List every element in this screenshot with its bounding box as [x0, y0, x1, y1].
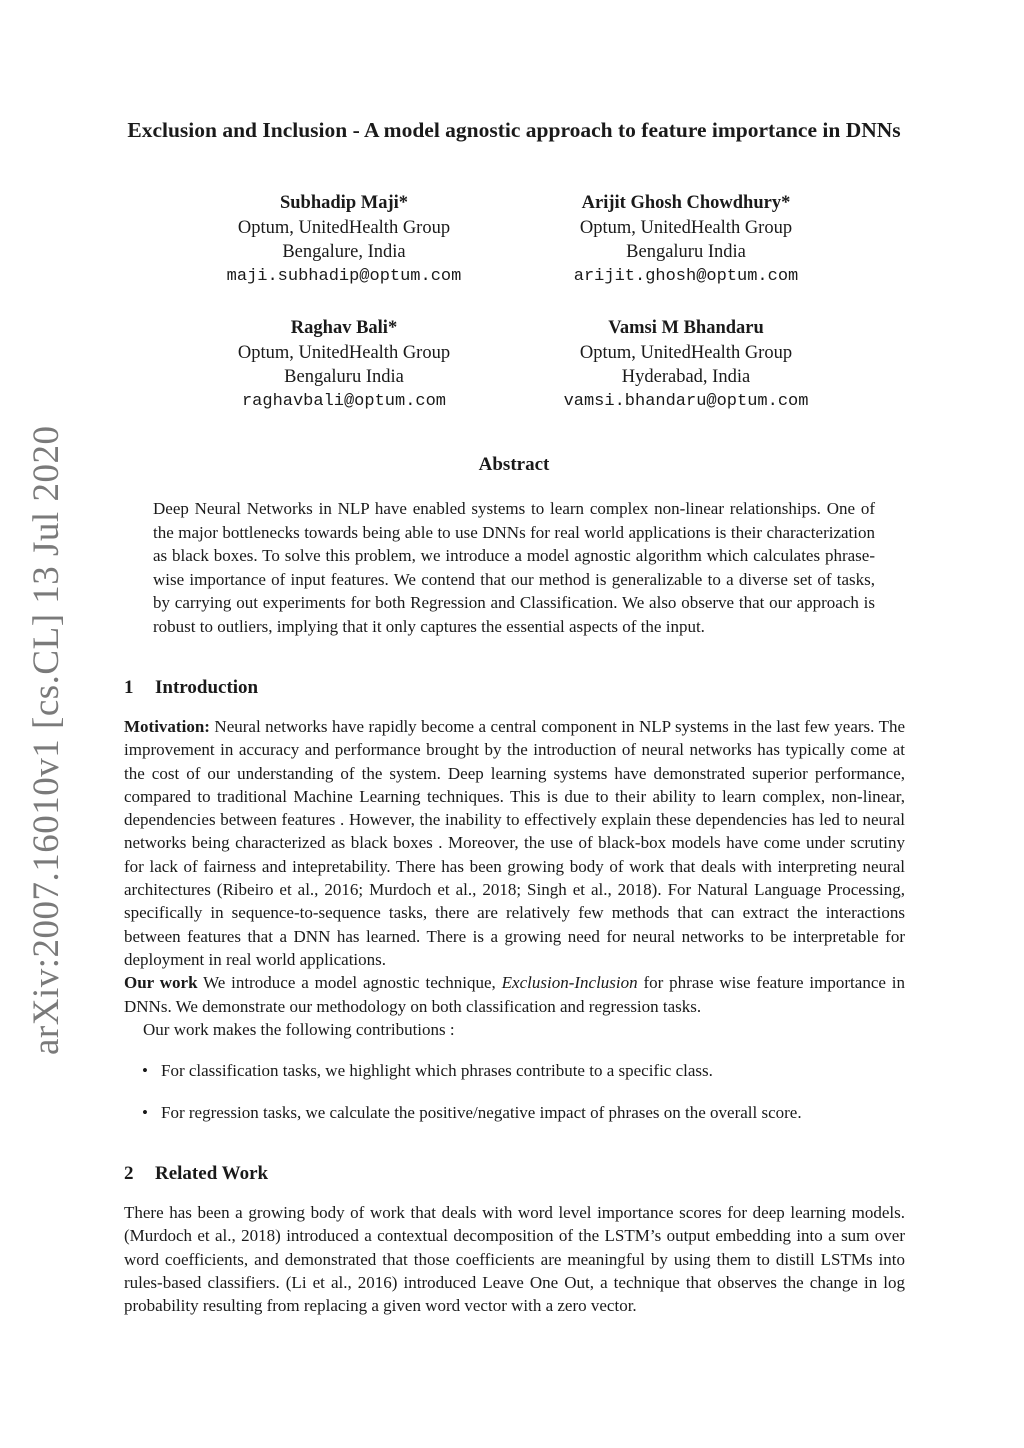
- author-name: Subhadip Maji*: [279, 193, 408, 213]
- bullet-icon: •: [142, 1061, 148, 1081]
- motivation-paragraph: [124, 715, 905, 971]
- list-item: [124, 1059, 905, 1082]
- contributions-list: [124, 1059, 905, 1125]
- author-affiliation: Optum, UnitedHealth Group: [579, 217, 793, 238]
- our-work-text: We introduce a model agnostic technique,: [197, 973, 502, 993]
- section-number: 1: [124, 677, 134, 698]
- author-block: [526, 191, 846, 289]
- list-item-text: For classification tasks, we highlight which phrases contribute to a specific class.: [161, 1061, 713, 1081]
- author-location: Bengaluru India: [284, 367, 404, 387]
- author-block: [184, 191, 504, 289]
- section-number: 2: [124, 1163, 134, 1184]
- related-work-paragraph: There has been a growing body of work that deals with word level importance scores for deep learning models. (Murdoch et al., 2018) introduced a contextual decomposition of the LSTM’s output embedding into a sum over word coefficients, and demonstrated that those coefficients are meaningful by using them to distill LSTMs into rules-based classifiers. (Li et al., 2016) introduced Leave One Out, a technique that observes the change in log probability resulting from replacing a given word vector with a zero vector.: [124, 1203, 905, 1316]
- author-block: [526, 316, 846, 414]
- author-email: arijit.ghosh@optum.com: [573, 266, 799, 286]
- section-heading-related-work: [124, 1163, 268, 1185]
- author-location: Bengaluru India: [626, 242, 746, 262]
- list-item-text: For regression tasks, we calculate the positive/negative impact of phrases on the overall score.: [161, 1103, 802, 1123]
- author-email: raghavbali@optum.com: [241, 391, 447, 411]
- author-affiliation: Optum, UnitedHealth Group: [237, 342, 451, 363]
- author-block: [184, 316, 504, 414]
- author-email: vamsi.bhandaru@optum.com: [563, 391, 809, 411]
- list-item: [124, 1101, 905, 1124]
- related-work-body: [124, 1201, 905, 1317]
- author-location: Hyderabad, India: [621, 367, 751, 387]
- arxiv-identifier: arXiv:2007.16010v1 [cs.CL] 13 Jul 2020: [26, 425, 67, 1055]
- author-location: Bengalure, India: [282, 242, 406, 262]
- contributions-intro: Our work makes the following contributions :: [143, 1019, 455, 1039]
- abstract-text: Deep Neural Networks in NLP have enabled systems to learn complex non-linear relationships. One of the major bottlenecks towards being able to use DNNs for real world applications is their characterization as black boxes. To solve this problem, we introduce a model agnostic algorithm which calculates phrase-wise importance of input features. We contend that our method is generalizable to a diverse set of tasks, by carrying out experiments for both Regression and Classification. We also observe that our approach is robust to outliers, implying that it only captures the essential aspects of the input.: [153, 499, 875, 636]
- method-name: Exclusion-Inclusion: [501, 973, 638, 993]
- author-email: maji.subhadip@optum.com: [226, 266, 462, 286]
- introduction-body: [124, 715, 905, 1144]
- bullet-icon: •: [142, 1103, 148, 1123]
- author-name: Raghav Bali*: [290, 318, 398, 338]
- author-name: Vamsi M Bhandaru: [608, 318, 764, 338]
- our-work-paragraph: [124, 971, 905, 1018]
- section-title: Related Work: [155, 1163, 269, 1184]
- section-title: Introduction: [155, 677, 259, 698]
- paper-title: Exclusion and Inclusion - A model agnostic approach to feature importance in DNNs: [127, 118, 901, 142]
- author-name: Arijit Ghosh Chowdhury*: [581, 193, 791, 213]
- abstract-heading: Abstract: [478, 454, 550, 475]
- our-work-label: Our work: [124, 973, 198, 993]
- author-affiliation: Optum, UnitedHealth Group: [579, 342, 793, 363]
- section-heading-introduction: [124, 677, 258, 699]
- motivation-label: Motivation:: [124, 717, 210, 736]
- our-work-text-end: for phrase wise feature importance in DNNs. We demonstrate our methodology on both classification and regression tasks.: [124, 973, 905, 1016]
- author-affiliation: Optum, UnitedHealth Group: [237, 217, 451, 238]
- motivation-text: Neural networks have rapidly become a central component in NLP systems in the last few years. The improvement in accuracy and performance brought by the introduction of neural networks has typically come at the cost of our understanding of the system. Deep learning systems have demonstrated superior performance, compared to traditional Machine Learning techniques. This is due to their ability to learn complex, non-linear, dependencies between features . However, the inability to effectively explain these dependencies has led to neural networks being characterized as black boxes . Moreover, the use of black-box models have come under scrutiny for lack of fairness and intepretability. There has been growing body of work that deals with interpreting neural architectures (Ribeiro et al., 2016; Murdoch et al., 2018; Singh et al., 2018). For Natural Language Processing, specifically in sequence-to-sequence tasks, there are relatively few methods that can extract the interactions between features that a DNN has learned. There is a growing need for neural networks to be interpretable for deployment in real world applications.: [124, 717, 905, 969]
